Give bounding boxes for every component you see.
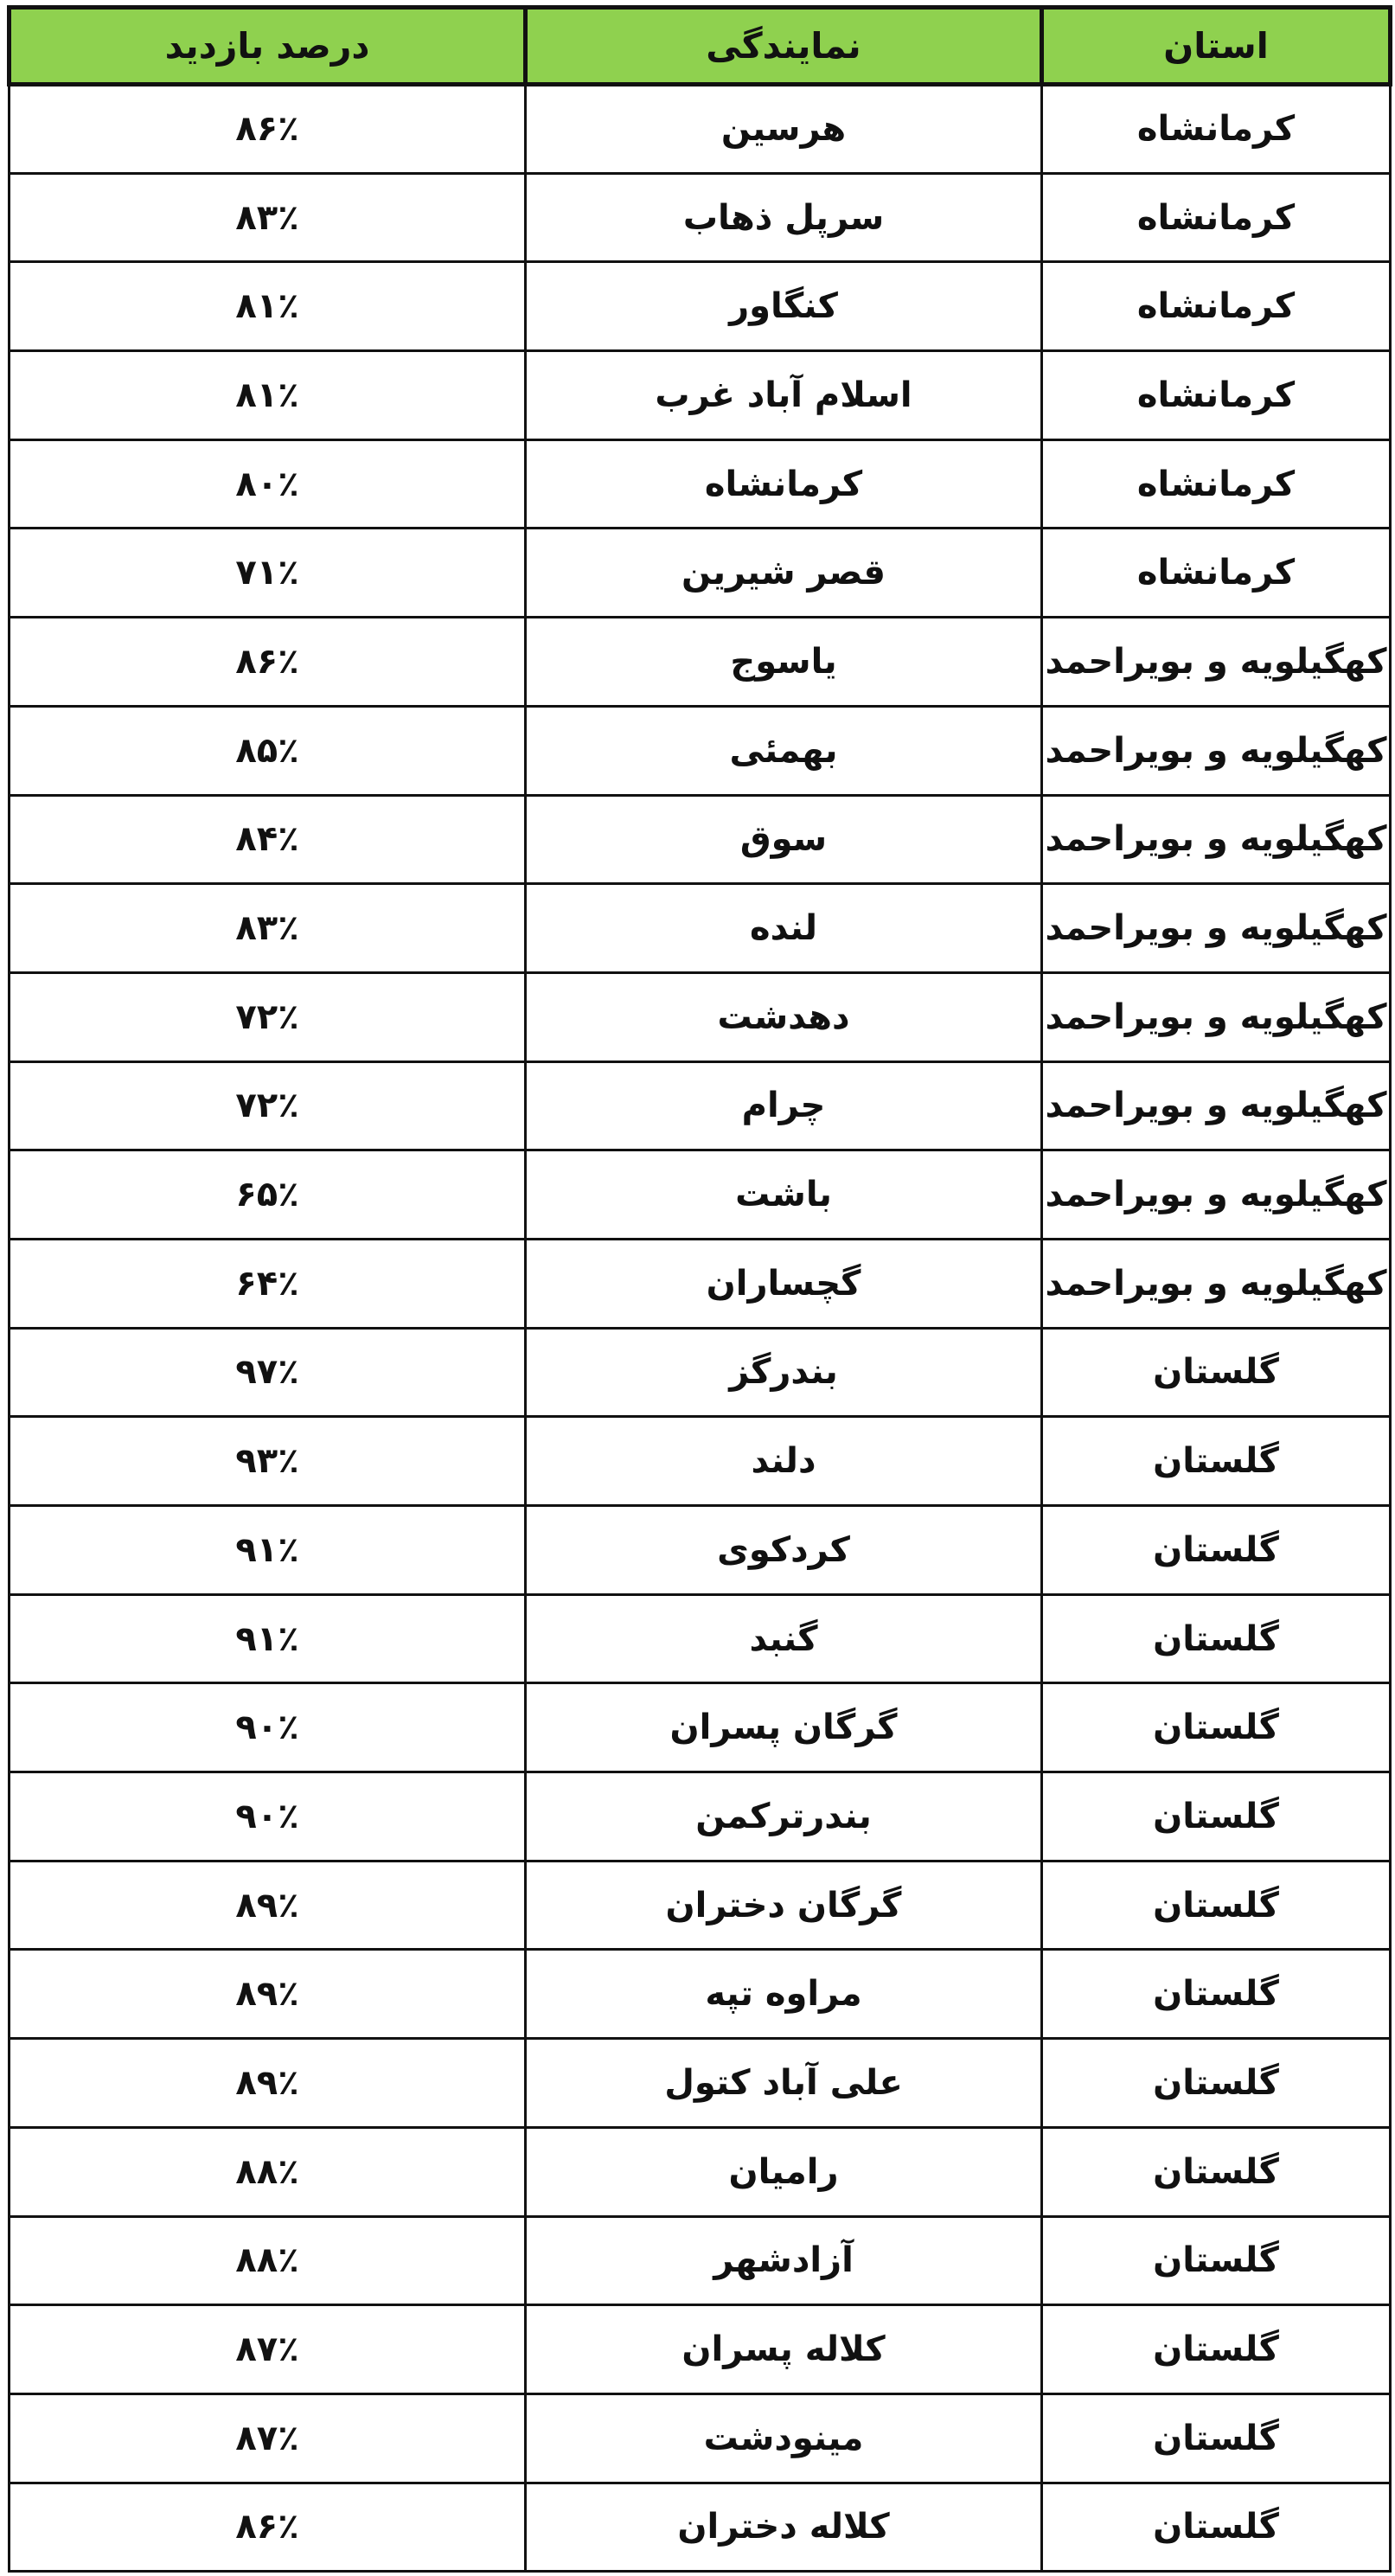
representative-cell: بهمئی	[526, 706, 1042, 795]
province-cell: گلستان	[1042, 2393, 1391, 2483]
header-visit-percent: درصد بازدید	[10, 8, 526, 85]
province-cell: کهگیلویه و بویراحمد	[1042, 1150, 1391, 1240]
representative-cell: دهدشت	[526, 972, 1042, 1061]
province-cell: کرمانشاه	[1042, 439, 1391, 529]
header-province: استان	[1042, 8, 1391, 85]
province-cell: گلستان	[1042, 1417, 1391, 1506]
table-row	[10, 439, 1391, 529]
table-row	[10, 1861, 1391, 1950]
representative-cell: هرسین	[526, 85, 1042, 174]
visit-percent-cell: ۸۹٪	[10, 2039, 526, 2128]
representative-cell: مراوه تپه	[526, 1950, 1042, 2039]
table-row	[10, 2127, 1391, 2216]
representative-cell: کرمانشاه	[526, 439, 1042, 529]
table-row	[10, 1417, 1391, 1506]
table-row	[10, 1061, 1391, 1150]
visit-percent-cell: ۹۰٪	[10, 1683, 526, 1772]
visit-percent-cell: ۹۱٪	[10, 1594, 526, 1683]
representative-cell: کنگاور	[526, 262, 1042, 351]
representative-cell: لنده	[526, 884, 1042, 973]
table-row	[10, 618, 1391, 707]
visit-percent-cell: ۸۶٪	[10, 618, 526, 707]
province-cell: کرمانشاه	[1042, 173, 1391, 262]
visit-percent-cell: ۹۷٪	[10, 1328, 526, 1417]
representative-cell: کلاله دختران	[526, 2483, 1042, 2572]
representative-cell: گنبد	[526, 1594, 1042, 1683]
province-cell: کهگیلویه و بویراحمد	[1042, 972, 1391, 1061]
province-cell: گلستان	[1042, 1772, 1391, 1862]
province-cell: گلستان	[1042, 1506, 1391, 1595]
representative-cell: گرگان دختران	[526, 1861, 1042, 1950]
representative-cell: کردکوی	[526, 1506, 1042, 1595]
table-header	[10, 8, 1391, 85]
province-cell: کرمانشاه	[1042, 262, 1391, 351]
representative-cell: کلاله پسران	[526, 2305, 1042, 2394]
table-row	[10, 2216, 1391, 2305]
table-row	[10, 1772, 1391, 1862]
header-row	[10, 8, 1391, 85]
province-cell: گلستان	[1042, 1683, 1391, 1772]
province-cell: کهگیلویه و بویراحمد	[1042, 884, 1391, 973]
visit-percent-cell: ۸۹٪	[10, 1861, 526, 1950]
visit-percent-cell: ۶۴٪	[10, 1239, 526, 1328]
visit-percent-cell: ۸۵٪	[10, 706, 526, 795]
representative-cell: سوق	[526, 795, 1042, 884]
representative-cell: باشت	[526, 1150, 1042, 1240]
table-row	[10, 262, 1391, 351]
table-row	[10, 795, 1391, 884]
province-cell: کهگیلویه و بویراحمد	[1042, 795, 1391, 884]
representative-cell: اسلام آباد غرب	[526, 351, 1042, 440]
province-cell: گلستان	[1042, 1950, 1391, 2039]
visit-percent-cell: ۸۹٪	[10, 1950, 526, 2039]
representative-cell: گرگان پسران	[526, 1683, 1042, 1772]
visit-percent-cell: ۸۱٪	[10, 262, 526, 351]
table-body	[10, 85, 1391, 2572]
province-cell: گلستان	[1042, 1328, 1391, 1417]
visit-percent-cell: ۹۰٪	[10, 1772, 526, 1862]
table-row	[10, 1506, 1391, 1595]
visit-percent-cell: ۸۳٪	[10, 884, 526, 973]
table-row	[10, 85, 1391, 174]
table-row	[10, 529, 1391, 618]
table-row	[10, 2393, 1391, 2483]
visit-percent-cell: ۶۵٪	[10, 1150, 526, 1240]
visit-percent-cell: ۸۸٪	[10, 2127, 526, 2216]
province-cell: کرمانشاه	[1042, 85, 1391, 174]
table-row	[10, 884, 1391, 973]
visit-percent-cell: ۸۳٪	[10, 173, 526, 262]
representative-cell: چرام	[526, 1061, 1042, 1150]
visit-percent-cell: ۸۱٪	[10, 351, 526, 440]
province-cell: گلستان	[1042, 2127, 1391, 2216]
visit-percent-cell: ۷۱٪	[10, 529, 526, 618]
visit-percent-cell: ۸۷٪	[10, 2393, 526, 2483]
representative-cell: بندرترکمن	[526, 1772, 1042, 1862]
representative-cell: مینودشت	[526, 2393, 1042, 2483]
table-row	[10, 2305, 1391, 2394]
table-row	[10, 972, 1391, 1061]
representative-cell: بندرگز	[526, 1328, 1042, 1417]
visit-percent-cell: ۷۲٪	[10, 972, 526, 1061]
province-cell: کهگیلویه و بویراحمد	[1042, 1239, 1391, 1328]
visit-percent-cell: ۷۲٪	[10, 1061, 526, 1150]
table-row	[10, 1239, 1391, 1328]
representative-cell: رامیان	[526, 2127, 1042, 2216]
table-row	[10, 1328, 1391, 1417]
table-row	[10, 173, 1391, 262]
province-cell: کهگیلویه و بویراحمد	[1042, 618, 1391, 707]
table-row	[10, 1950, 1391, 2039]
visit-percent-cell: ۸۶٪	[10, 85, 526, 174]
visit-percent-cell: ۸۷٪	[10, 2305, 526, 2394]
province-cell: کرمانشاه	[1042, 351, 1391, 440]
province-cell: کهگیلویه و بویراحمد	[1042, 706, 1391, 795]
table-row	[10, 2039, 1391, 2128]
visit-percent-cell: ۹۳٪	[10, 1417, 526, 1506]
representative-cell: گچساران	[526, 1239, 1042, 1328]
province-cell: گلستان	[1042, 2216, 1391, 2305]
table-row	[10, 1594, 1391, 1683]
representative-cell: قصر شیرین	[526, 529, 1042, 618]
province-cell: گلستان	[1042, 1861, 1391, 1950]
table-row	[10, 2483, 1391, 2572]
representative-cell: سرپل ذهاب	[526, 173, 1042, 262]
visit-percent-cell: ۸۶٪	[10, 2483, 526, 2572]
province-cell: کرمانشاه	[1042, 529, 1391, 618]
representative-cell: علی آباد کتول	[526, 2039, 1042, 2128]
header-representative: نمایندگی	[526, 8, 1042, 85]
visit-percent-cell: ۹۱٪	[10, 1506, 526, 1595]
visit-percent-cell: ۸۴٪	[10, 795, 526, 884]
table-row	[10, 706, 1391, 795]
province-cell: گلستان	[1042, 2039, 1391, 2128]
province-cell: گلستان	[1042, 1594, 1391, 1683]
representative-cell: یاسوج	[526, 618, 1042, 707]
table-row	[10, 1683, 1391, 1772]
province-cell: گلستان	[1042, 2483, 1391, 2572]
visit-percent-cell: ۸۸٪	[10, 2216, 526, 2305]
visit-percent-cell: ۸۰٪	[10, 439, 526, 529]
visit-percentage-table	[7, 5, 1392, 2573]
representative-cell: دلند	[526, 1417, 1042, 1506]
table-row	[10, 351, 1391, 440]
province-cell: گلستان	[1042, 2305, 1391, 2394]
province-cell: کهگیلویه و بویراحمد	[1042, 1061, 1391, 1150]
representative-cell: آزادشهر	[526, 2216, 1042, 2305]
table-row	[10, 1150, 1391, 1240]
